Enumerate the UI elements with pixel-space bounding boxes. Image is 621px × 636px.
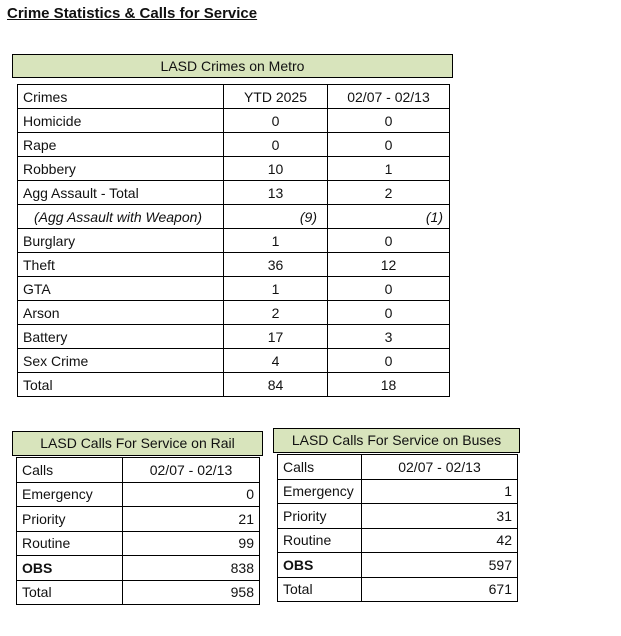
table-row	[18, 205, 450, 229]
table-row	[17, 531, 260, 556]
crime-type-cell: GTA	[18, 277, 224, 301]
call-count-cell: 21	[123, 507, 260, 532]
column-header: Crimes	[18, 85, 224, 109]
week-value-cell: 12	[328, 253, 450, 277]
week-value-cell: (1)	[328, 205, 450, 229]
crimes-table	[17, 84, 450, 397]
call-count-cell: 31	[362, 504, 518, 529]
ytd-value-cell: 0	[224, 133, 328, 157]
call-count-cell: 0	[123, 482, 260, 507]
crime-type-cell: Burglary	[18, 229, 224, 253]
call-type-cell: OBS	[17, 556, 123, 581]
crime-type-cell: Total	[18, 373, 224, 397]
week-value-cell: 0	[328, 301, 450, 325]
table-row	[18, 109, 450, 133]
week-value-cell: 0	[328, 349, 450, 373]
crime-type-cell: Agg Assault - Total	[18, 181, 224, 205]
call-count-cell: 42	[362, 528, 518, 553]
ytd-value-cell: 2	[224, 301, 328, 325]
column-header: Calls	[278, 455, 362, 480]
ytd-value-cell: 36	[224, 253, 328, 277]
column-header: 02/07 - 02/13	[123, 458, 260, 483]
call-type-cell: Priority	[17, 507, 123, 532]
crime-type-cell: Sex Crime	[18, 349, 224, 373]
table-row	[278, 528, 518, 553]
table-row	[278, 504, 518, 529]
call-count-cell: 1	[362, 479, 518, 504]
table-row	[17, 507, 260, 532]
week-value-cell: 0	[328, 133, 450, 157]
week-value-cell: 0	[328, 229, 450, 253]
table-row	[278, 479, 518, 504]
call-type-cell: Total	[278, 577, 362, 602]
table-row	[278, 577, 518, 602]
page-title: Crime Statistics & Calls for Service	[7, 5, 258, 22]
crime-type-cell: Robbery	[18, 157, 224, 181]
table-row	[18, 373, 450, 397]
crime-type-cell: (Agg Assault with Weapon)	[18, 205, 224, 229]
table-row	[17, 556, 260, 581]
call-count-cell: 99	[123, 531, 260, 556]
ytd-value-cell: 13	[224, 181, 328, 205]
table-row	[18, 325, 450, 349]
table-row	[18, 181, 450, 205]
week-value-cell: 18	[328, 373, 450, 397]
table-row	[17, 482, 260, 507]
call-type-cell: OBS	[278, 553, 362, 578]
call-type-cell: Total	[17, 580, 123, 605]
call-type-cell: Routine	[17, 531, 123, 556]
crime-type-cell: Arson	[18, 301, 224, 325]
bus-calls-table	[277, 454, 518, 602]
call-count-cell: 838	[123, 556, 260, 581]
ytd-value-cell: 84	[224, 373, 328, 397]
ytd-value-cell: 1	[224, 277, 328, 301]
week-value-cell: 3	[328, 325, 450, 349]
ytd-value-cell: 0	[224, 109, 328, 133]
bus-table-title: LASD Calls For Service on Buses	[273, 428, 520, 453]
column-header: Calls	[17, 458, 123, 483]
call-count-cell: 671	[362, 577, 518, 602]
table-row	[278, 553, 518, 578]
call-count-cell: 958	[123, 580, 260, 605]
ytd-value-cell: 10	[224, 157, 328, 181]
rail-table-title: LASD Calls For Service on Rail	[12, 431, 263, 456]
crime-type-cell: Battery	[18, 325, 224, 349]
crimes-table-title: LASD Crimes on Metro	[12, 54, 453, 78]
crime-type-cell: Homicide	[18, 109, 224, 133]
week-value-cell: 0	[328, 109, 450, 133]
ytd-value-cell: (9)	[224, 205, 328, 229]
week-value-cell: 0	[328, 277, 450, 301]
table-header-row	[278, 455, 518, 480]
table-header-row	[17, 458, 260, 483]
call-type-cell: Priority	[278, 504, 362, 529]
week-value-cell: 2	[328, 181, 450, 205]
table-row	[18, 301, 450, 325]
table-row	[18, 277, 450, 301]
ytd-value-cell: 4	[224, 349, 328, 373]
call-type-cell: Emergency	[278, 479, 362, 504]
ytd-value-cell: 1	[224, 229, 328, 253]
table-row	[18, 229, 450, 253]
column-header: 02/07 - 02/13	[362, 455, 518, 480]
week-value-cell: 1	[328, 157, 450, 181]
column-header: 02/07 - 02/13	[328, 85, 450, 109]
table-row	[17, 580, 260, 605]
call-type-cell: Routine	[278, 528, 362, 553]
call-type-cell: Emergency	[17, 482, 123, 507]
call-count-cell: 597	[362, 553, 518, 578]
table-header-row	[18, 85, 450, 109]
column-header: YTD 2025	[224, 85, 328, 109]
ytd-value-cell: 17	[224, 325, 328, 349]
rail-calls-table	[16, 457, 260, 605]
table-row	[18, 349, 450, 373]
table-row	[18, 253, 450, 277]
table-row	[18, 133, 450, 157]
crime-type-cell: Theft	[18, 253, 224, 277]
crime-type-cell: Rape	[18, 133, 224, 157]
table-row	[18, 157, 450, 181]
